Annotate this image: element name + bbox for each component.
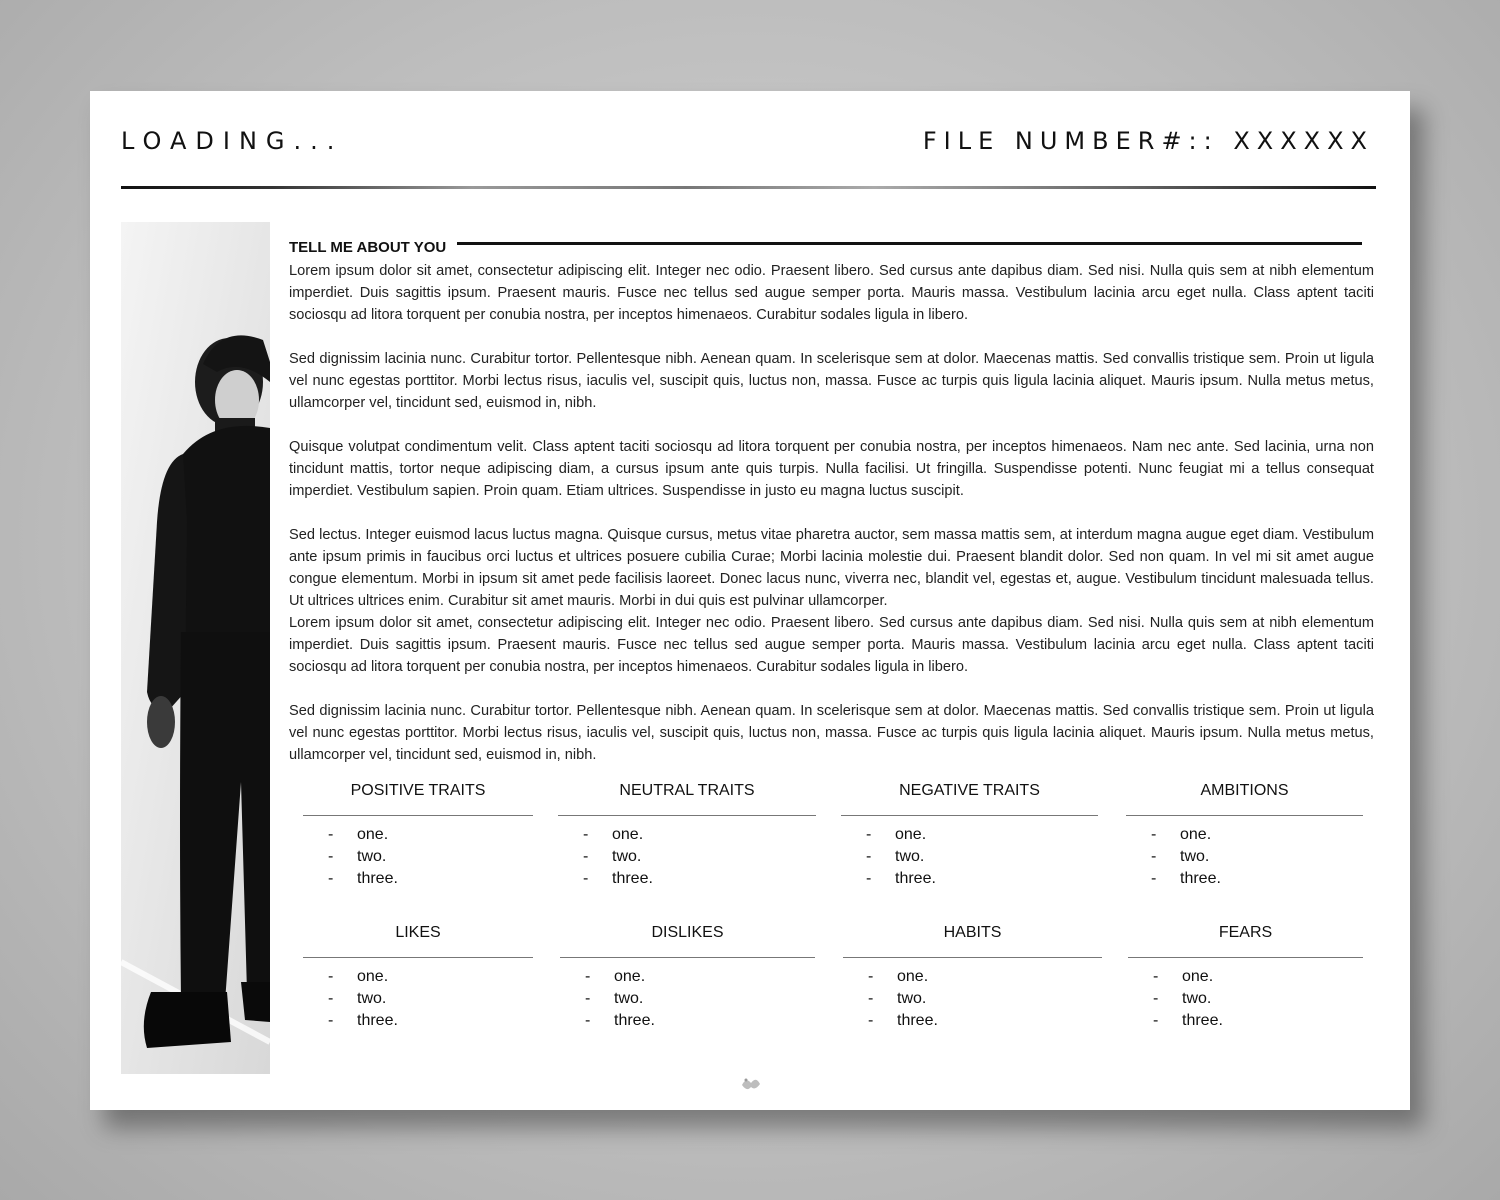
watermark-logo-icon: [740, 1075, 762, 1093]
trait-title: LIKES: [395, 924, 441, 941]
file-number-label: FILE NUMBER#:: XXXXXX: [922, 127, 1374, 155]
trait-title: DISLIKES: [651, 924, 724, 941]
list-item: - two.: [328, 990, 387, 1007]
loading-label: LOADING...: [121, 127, 344, 155]
trait-negative: [841, 779, 1098, 890]
list-item: - three.: [328, 1012, 398, 1029]
section-title-rule: [457, 242, 1362, 245]
trait-title: AMBITIONS: [1200, 782, 1289, 799]
list-item: - one.: [868, 968, 929, 985]
trait-ambitions: [1126, 779, 1363, 890]
list-item: - two.: [328, 848, 387, 865]
list-item: - three.: [585, 1012, 655, 1029]
trait-divider: [841, 815, 1098, 816]
trait-habits: [843, 921, 1102, 1032]
bio-paragraph: Quisque volutpat condimentum velit. Class aptent taciti sociosqu ad litora torquent per conubia nostra, per inceptos himenaeos. Nam nec ante. Sed lacinia, urna non tincidunt mattis, tortor neque adipiscing diam, a cursus ipsum ante quis turpis. Nulla facilisi. Ut fringilla. Suspendisse potenti. Nunc feugiat mi a tellus consequat imperdiet. Vestibulum sapien. Proin quam. Etiam ultrices. Suspendisse in justo eu magna luctus suscipit.: [289, 439, 1374, 499]
list-item: - one.: [1151, 826, 1212, 843]
trait-title: POSITIVE TRAITS: [350, 782, 486, 799]
list-item: - two.: [583, 848, 642, 865]
list-item: - one.: [585, 968, 646, 985]
trait-title: FEARS: [1218, 924, 1273, 941]
list-item: - one.: [328, 968, 389, 985]
profile-photo: [121, 222, 270, 1074]
section-title: TELL ME ABOUT YOU: [289, 239, 447, 256]
trait-fears: [1128, 921, 1363, 1032]
list-item: - two.: [866, 848, 925, 865]
list-item: - three.: [1151, 870, 1221, 887]
trait-dislikes: [560, 921, 815, 1032]
bio-paragraph: Sed lectus. Integer euismod lacus luctus magna. Quisque cursus, metus vitae pharetra auctor, sem massa mattis sem, at interdum magna augue eget diam. Vestibulum ante ipsum primis in faucibus orci luctus et ultrices posuere cubilia Curae; Morbi lacinia molestie dui. Praesent blandit dolor. Sed non quam. In vel mi sit amet augue congue elementum. Morbi in ipsum sit amet pede facilisis laoreet. Donec lacus nunc, viverra nec, blandit vel, egestas et, augue. Vestibulum tincidunt malesuada tellus. Ut ultrices ultrices enim. Curabitur sit amet mauris. Morbi in dui quis est pulvinar ullamcorper.: [289, 527, 1374, 609]
bio-paragraph: Lorem ipsum dolor sit amet, consectetur adipiscing elit. Integer nec odio. Praesent libero. Sed cursus ante dapibus diam. Sed nisi. Nulla quis sem at nibh elementum imperdiet. Duis sagittis ipsum. Praesent mauris. Fusce nec tellus sed augue semper porta. Mauris massa. Vestibulum lacinia arcu eget nulla. Class aptent taciti sociosqu ad litora torquent per conubia nostra, per inceptos himenaeos. Curabitur sodales ligula in libero.: [289, 615, 1374, 675]
list-item: - one.: [328, 826, 389, 843]
trait-divider: [1126, 815, 1363, 816]
list-item: - three.: [1153, 1012, 1223, 1029]
list-item: - two.: [585, 990, 644, 1007]
trait-divider: [303, 957, 533, 958]
header-divider: [121, 186, 1376, 189]
list-item: - one.: [866, 826, 927, 843]
trait-divider: [558, 815, 816, 816]
list-item: - two.: [1153, 990, 1212, 1007]
trait-title: HABITS: [943, 924, 1002, 941]
bio-text: [289, 260, 1374, 766]
trait-divider: [843, 957, 1102, 958]
list-item: - three.: [866, 870, 936, 887]
trait-likes: [303, 921, 533, 1032]
list-item: - two.: [1151, 848, 1210, 865]
trait-title: NEUTRAL TRAITS: [619, 782, 755, 799]
list-item: - two.: [868, 990, 927, 1007]
trait-neutral: [558, 779, 816, 890]
list-item: - one.: [1153, 968, 1214, 985]
trait-title: NEGATIVE TRAITS: [899, 782, 1040, 799]
bio-paragraph: Sed dignissim lacinia nunc. Curabitur tortor. Pellentesque nibh. Aenean quam. In scelerisque sem at dolor. Maecenas mattis. Sed convallis tristique sem. Proin ut ligula vel nunc egestas porttitor. Morbi lectus risus, iaculis vel, suscipit quis, luctus non, massa. Fusce ac turpis quis ligula lacinia aliquet. Mauris ipsum. Nulla metus metus, ullamcorper vel, tincidunt sed, euismod in, nibh.: [289, 703, 1374, 763]
trait-divider: [303, 815, 533, 816]
bio-paragraph: Sed dignissim lacinia nunc. Curabitur tortor. Pellentesque nibh. Aenean quam. In scelerisque sem at dolor. Maecenas mattis. Sed convallis tristique sem. Proin ut ligula vel nunc egestas porttitor. Morbi lectus risus, iaculis vel, suscipit quis, luctus non, massa. Fusce ac turpis quis ligula lacinia aliquet. Mauris ipsum. Nulla metus metus, ullamcorper vel, tincidunt sed, euismod in, nibh.: [289, 351, 1374, 411]
list-item: - three.: [328, 870, 398, 887]
bio-paragraph: Lorem ipsum dolor sit amet, consectetur adipiscing elit. Integer nec odio. Praesent libero. Sed cursus ante dapibus diam. Sed nisi. Nulla quis sem at nibh elementum imperdiet. Duis sagittis ipsum. Praesent mauris. Fusce nec tellus sed augue semper porta. Mauris massa. Vestibulum lacinia arcu eget nulla. Class aptent taciti sociosqu ad litora torquent per conubia nostra, per inceptos himenaeos. Curabitur sodales ligula in libero.: [289, 263, 1374, 323]
list-item: - three.: [583, 870, 653, 887]
trait-divider: [560, 957, 815, 958]
list-item: - three.: [868, 1012, 938, 1029]
list-item: - one.: [583, 826, 644, 843]
trait-positive: [303, 779, 533, 890]
person-figure-image: [121, 222, 270, 1074]
trait-divider: [1128, 957, 1363, 958]
